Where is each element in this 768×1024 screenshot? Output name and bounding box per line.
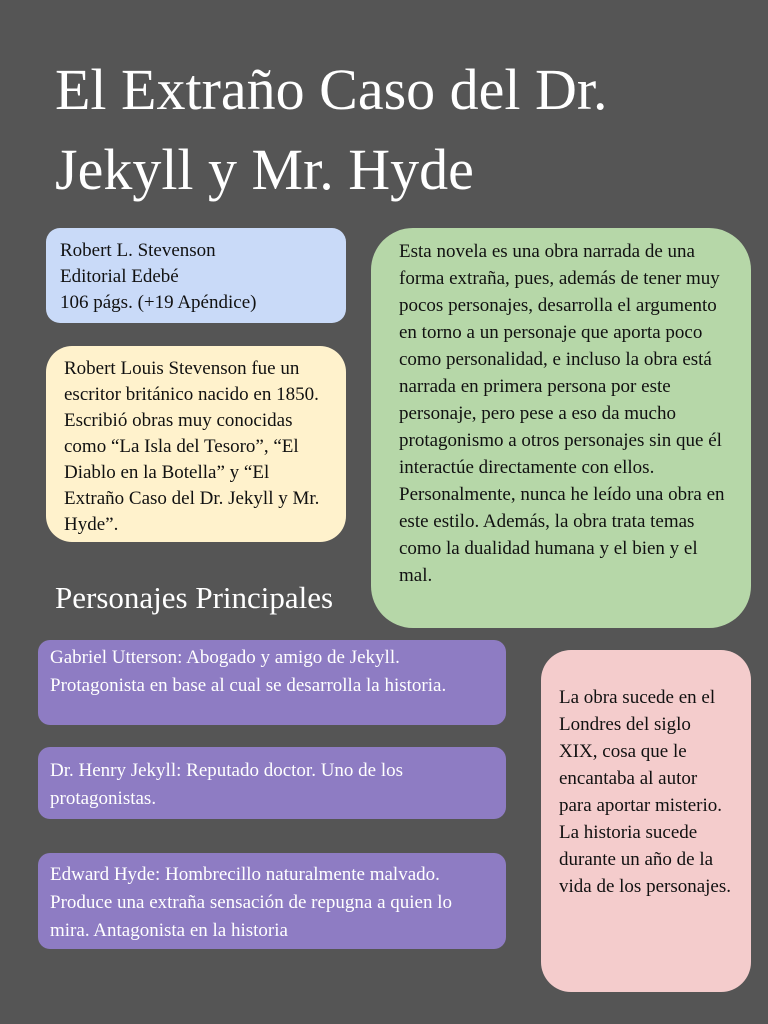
character-card-jekyll: Dr. Henry Jekyll: Reputado doctor. Uno de los protagonistas. [38, 747, 506, 819]
book-info-card [46, 228, 346, 323]
character-card-utterson: Gabriel Utterson: Abogado y amigo de Jekyll. Protagonista en base al cual se desarrolla la historia. [38, 640, 506, 725]
character-card-hyde: Edward Hyde: Hombrecillo naturalmente malvado. Produce una extraña sensación de repugna a quien lo mira. Antagonista en la historia [38, 853, 506, 949]
author-name: Robert L. Stevenson [60, 240, 216, 261]
publisher-name: Editorial Edebé [60, 266, 179, 287]
review-card: Esta novela es una obra narrada de una forma extraña, pues, además de tener muy pocos personajes, desarrolla el argumento en torno a un personaje que aporta poco como personalidad, e incluso la obra está narrada en primera persona por este personaje, pero pese a eso da mucho protagonismo a otros personajes sin que él interactúe directamente con ellos. Personalmente, nunca he leído una obra en este estilo. Además, la obra trata temas como la dualidad humana y el bien y el mal. [371, 228, 751, 628]
page-title: El Extraño Caso del Dr. Jekyll y Mr. Hyde [55, 57, 608, 202]
characters-heading: Personajes Principales [55, 580, 334, 615]
author-bio-card: Robert Louis Stevenson fue un escritor británico nacido en 1850. Escribió obras muy conocidas como “La Isla del Tesoro”, “El Diablo en la Botella” y “El Extraño Caso del Dr. Jekyll y Mr. Hyde”. [46, 346, 346, 542]
setting-card: La obra sucede en el Londres del siglo XIX, cosa que le encantaba al autor para aportar misterio. La historia sucede durante un año de la vida de los personajes. [541, 650, 751, 992]
page-count: 106 págs. (+19 Apéndice) [60, 292, 257, 313]
